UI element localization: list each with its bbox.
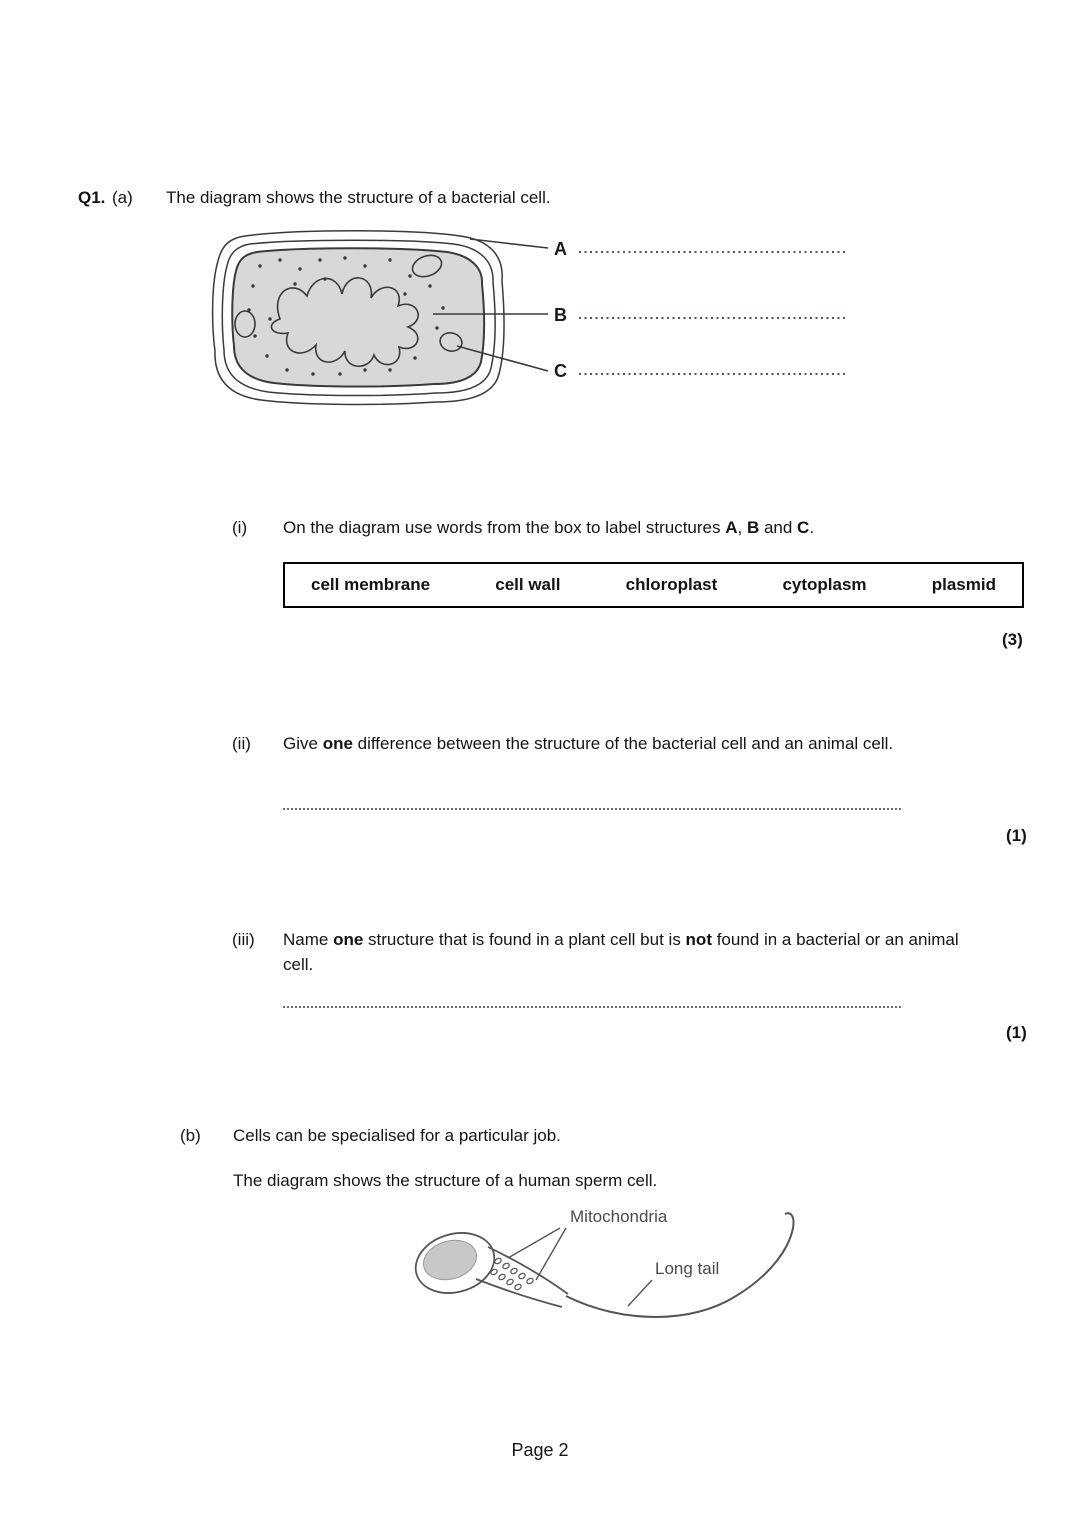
text-segment-bold: one (333, 930, 364, 949)
question-i-text (283, 516, 1013, 541)
text-segment: , (737, 518, 747, 537)
mitochondria-leader-1 (508, 1228, 560, 1258)
question-i-label: (i) (232, 518, 248, 537)
question-ii-label: (ii) (232, 734, 251, 753)
part-b-line2: The diagram shows the structure of a human sperm cell. (233, 1171, 658, 1190)
word-box-item: chloroplast (625, 574, 718, 594)
answer-line-ii (283, 792, 901, 810)
leader-line-a (470, 239, 548, 248)
sperm-cell-diagram (390, 1200, 840, 1350)
long-tail-label: Long tail (655, 1259, 720, 1278)
word-box-item: plasmid (931, 574, 996, 594)
text-segment-bold: B (746, 518, 760, 537)
mitochondria-leader-2 (536, 1228, 566, 1280)
marks-i: (3) (1002, 630, 1023, 649)
diagram-label-b: B (554, 305, 567, 325)
text-segment: found in a bacterial or an animal cell. (283, 930, 959, 974)
word-box-item: cytoplasm (782, 574, 867, 594)
question-number: Q1. (78, 188, 106, 207)
word-box-item: cell membrane (311, 574, 431, 594)
page-number: Page 2 (511, 1440, 569, 1460)
text-segment-bold: one (322, 734, 353, 753)
mitochondria-label: Mitochondria (570, 1207, 668, 1226)
text-segment: difference between the structure of the bacterial cell and an animal cell. (352, 734, 894, 753)
diagram-label-c: C (554, 361, 567, 381)
text-segment: . (809, 518, 815, 537)
marks-iii: (1) (1006, 1023, 1027, 1042)
part-b-line1: Cells can be specialised for a particular job. (233, 1126, 561, 1145)
answer-line-iii (283, 990, 901, 1008)
word-box-item: cell wall (495, 574, 561, 594)
part-b-label: (b) (180, 1126, 201, 1145)
question-ii-text (283, 732, 968, 757)
question-iii-label: (iii) (232, 930, 255, 949)
text-segment-bold: not (685, 930, 712, 949)
marks-ii: (1) (1006, 826, 1027, 845)
word-box (283, 562, 1024, 608)
part-a-label: (a) (112, 188, 133, 207)
text-segment: Give (283, 734, 323, 753)
text-segment-bold: A (725, 518, 738, 537)
text-segment: On the diagram use words from the box to label structures (283, 518, 726, 537)
text-segment: and (759, 518, 798, 537)
part-a-intro: The diagram shows the structure of a bacterial cell. (166, 188, 551, 207)
text-segment: Name (283, 930, 334, 949)
text-segment: structure that is found in a plant cell but is (363, 930, 686, 949)
long-tail-leader (628, 1280, 652, 1306)
bacterial-cell-diagram (205, 224, 865, 414)
text-segment-bold: C (797, 518, 810, 537)
diagram-label-a: A (554, 239, 567, 259)
question-iii-text (283, 928, 973, 977)
